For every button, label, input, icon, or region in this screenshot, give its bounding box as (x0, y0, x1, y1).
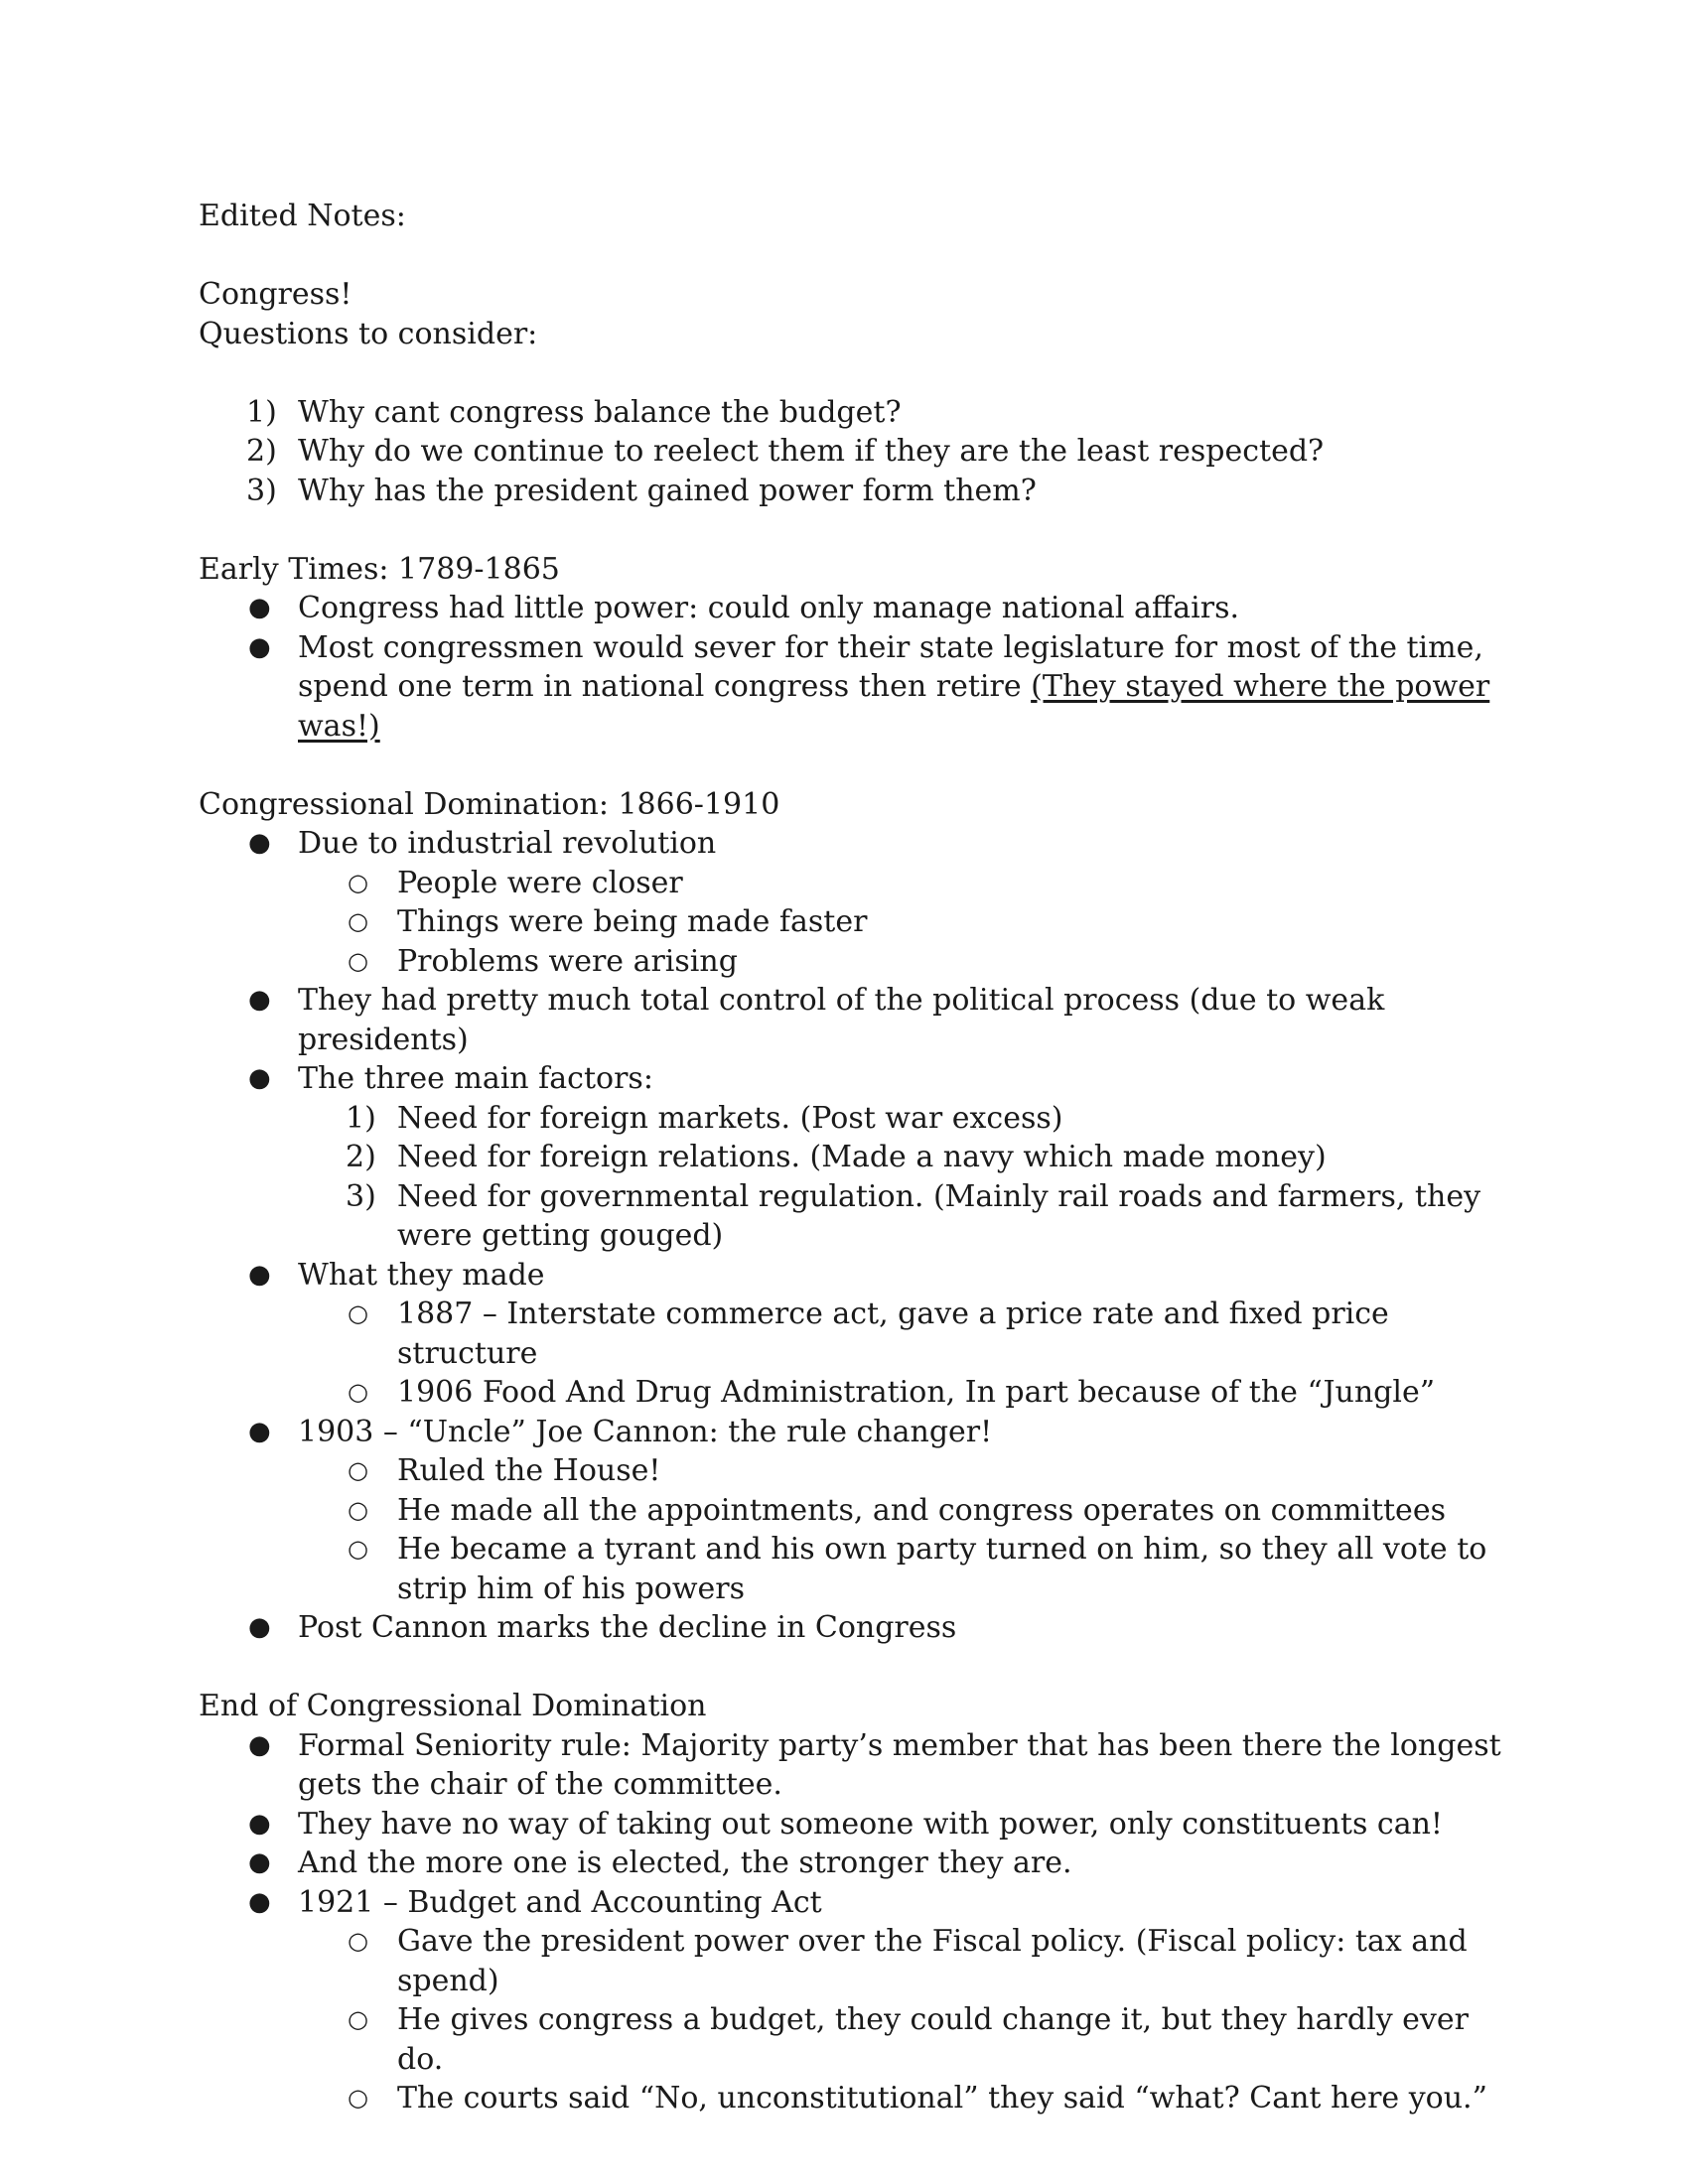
notes-title: Congress! (199, 277, 352, 312)
bullet-icon: ● (248, 1847, 271, 1877)
list-number: 2) (346, 1140, 376, 1174)
bullet-icon: ● (248, 1808, 271, 1839)
list-item: ○ Ruled the House! (199, 1451, 1509, 1491)
section-heading-end-domination: End of Congressional Domination (199, 1689, 707, 1723)
list-item: ● And the more one is elected, the stronger they are. (199, 1843, 1509, 1883)
notes-header: Edited Notes: (199, 199, 406, 233)
list-item: ○ The courts said “No, unconstitutional” they said “what? Cant here you.” (199, 2079, 1509, 2118)
list-item: ● Most congressmen would sever for their state legislature for most of the time, spend one term in national congress then retire (They stayed where the power was!) (248, 629, 1490, 744)
list-item: ○ Gave the president power over the Fiscal policy. (Fiscal policy: tax and spend) (348, 1924, 1468, 1998)
list-number: 2) (246, 434, 277, 469)
questions-list (199, 393, 1509, 511)
list-item: ● Formal Seniority rule: Majority party’s member that has been there the longest gets the chair of the committee. (248, 1727, 1501, 1802)
circle-bullet-icon: ○ (348, 1495, 368, 1524)
list-item: 2) Why do we continue to reelect them if they are the least respected? (199, 432, 1509, 472)
bullet-icon: ● (248, 985, 271, 1015)
bullet-icon: ● (248, 1886, 271, 1917)
circle-bullet-icon: ○ (348, 2005, 368, 2033)
circle-bullet-icon: ○ (348, 1378, 368, 1406)
list-number: 1) (346, 1100, 376, 1136)
list-item: ○ Problems were arising (199, 942, 1509, 982)
circle-bullet-icon: ○ (348, 868, 368, 896)
list-item: 2) Need for foreign relations. (Made a navy which made money) (199, 1138, 1509, 1177)
bullet-icon: ● (248, 828, 271, 858)
bullet-icon: ● (248, 631, 271, 662)
bullet-icon: ● (248, 593, 271, 622)
list-item: ● The three main factors: (199, 1059, 1509, 1099)
list-item: ● 1903 – “Uncle” Joe Cannon: the rule changer! (199, 1413, 1509, 1452)
list-number: 1) (246, 394, 277, 430)
list-item: 1) Why cant congress balance the budget? (199, 393, 1509, 433)
bullet-icon: ● (248, 1259, 271, 1290)
circle-bullet-icon: ○ (348, 1456, 368, 1484)
circle-bullet-icon: ○ (348, 2084, 368, 2112)
list-item: ○ People were closer (199, 864, 1509, 903)
list-item: 1) Need for foreign markets. (Post war excess) (199, 1099, 1509, 1139)
list-item: ○ He became a tyrant and his own party turned on him, so they all vote to strip him of his powers (348, 1532, 1487, 1606)
bullet-icon: ● (248, 1729, 271, 1760)
circle-bullet-icon: ○ (348, 1299, 368, 1327)
list-item: ● 1921 – Budget and Accounting Act (199, 1883, 1509, 1923)
underlined-note: (They stayed where the power was!) (298, 669, 1490, 744)
list-item: ● They had pretty much total control of the political process (due to weak presidents) (248, 983, 1385, 1057)
list-item: ○ 1887 – Interstate commerce act, gave a price rate and fixed price structure (348, 1297, 1389, 1371)
circle-bullet-icon: ○ (348, 1535, 368, 1563)
list-item: ○ 1906 Food And Drug Administration, In part because of the “Jungle” (199, 1373, 1509, 1413)
list-item: ● What they made (199, 1256, 1509, 1296)
bullet-icon: ● (248, 1416, 271, 1446)
bullet-icon: ● (248, 1612, 271, 1642)
list-item: ● Post Cannon marks the decline in Congress (199, 1608, 1509, 1648)
bullet-icon: ● (248, 1063, 271, 1093)
list-item: ○ He made all the appointments, and congress operates on committees (199, 1491, 1509, 1531)
section-heading-domination: Congressional Domination: 1866-1910 (199, 786, 780, 822)
list-item: ○ He gives congress a budget, they could change it, but they hardly ever do. (348, 2002, 1469, 2077)
list-item: ● Congress had little power: could only manage national affairs. (199, 589, 1509, 628)
circle-bullet-icon: ○ (348, 946, 368, 975)
list-item: 3) Why has the president gained power form them? (199, 472, 1509, 511)
notes-document (199, 197, 1509, 2118)
section-heading-early-times: Early Times: 1789-1865 (199, 551, 560, 587)
list-item: 3) Need for governmental regulation. (Mainly rail roads and farmers, they were getting gouged) (346, 1178, 1481, 1253)
list-item: ○ Things were being made faster (199, 902, 1509, 942)
list-item: ● Due to industrial revolution (199, 824, 1509, 864)
list-item: ● They have no way of taking out someone with power, only constituents can! (199, 1805, 1509, 1844)
questions-heading: Questions to consider: (199, 316, 538, 351)
list-number: 3) (246, 473, 277, 508)
list-number: 3) (346, 1178, 376, 1214)
circle-bullet-icon: ○ (348, 1927, 368, 1955)
circle-bullet-icon: ○ (348, 907, 368, 935)
